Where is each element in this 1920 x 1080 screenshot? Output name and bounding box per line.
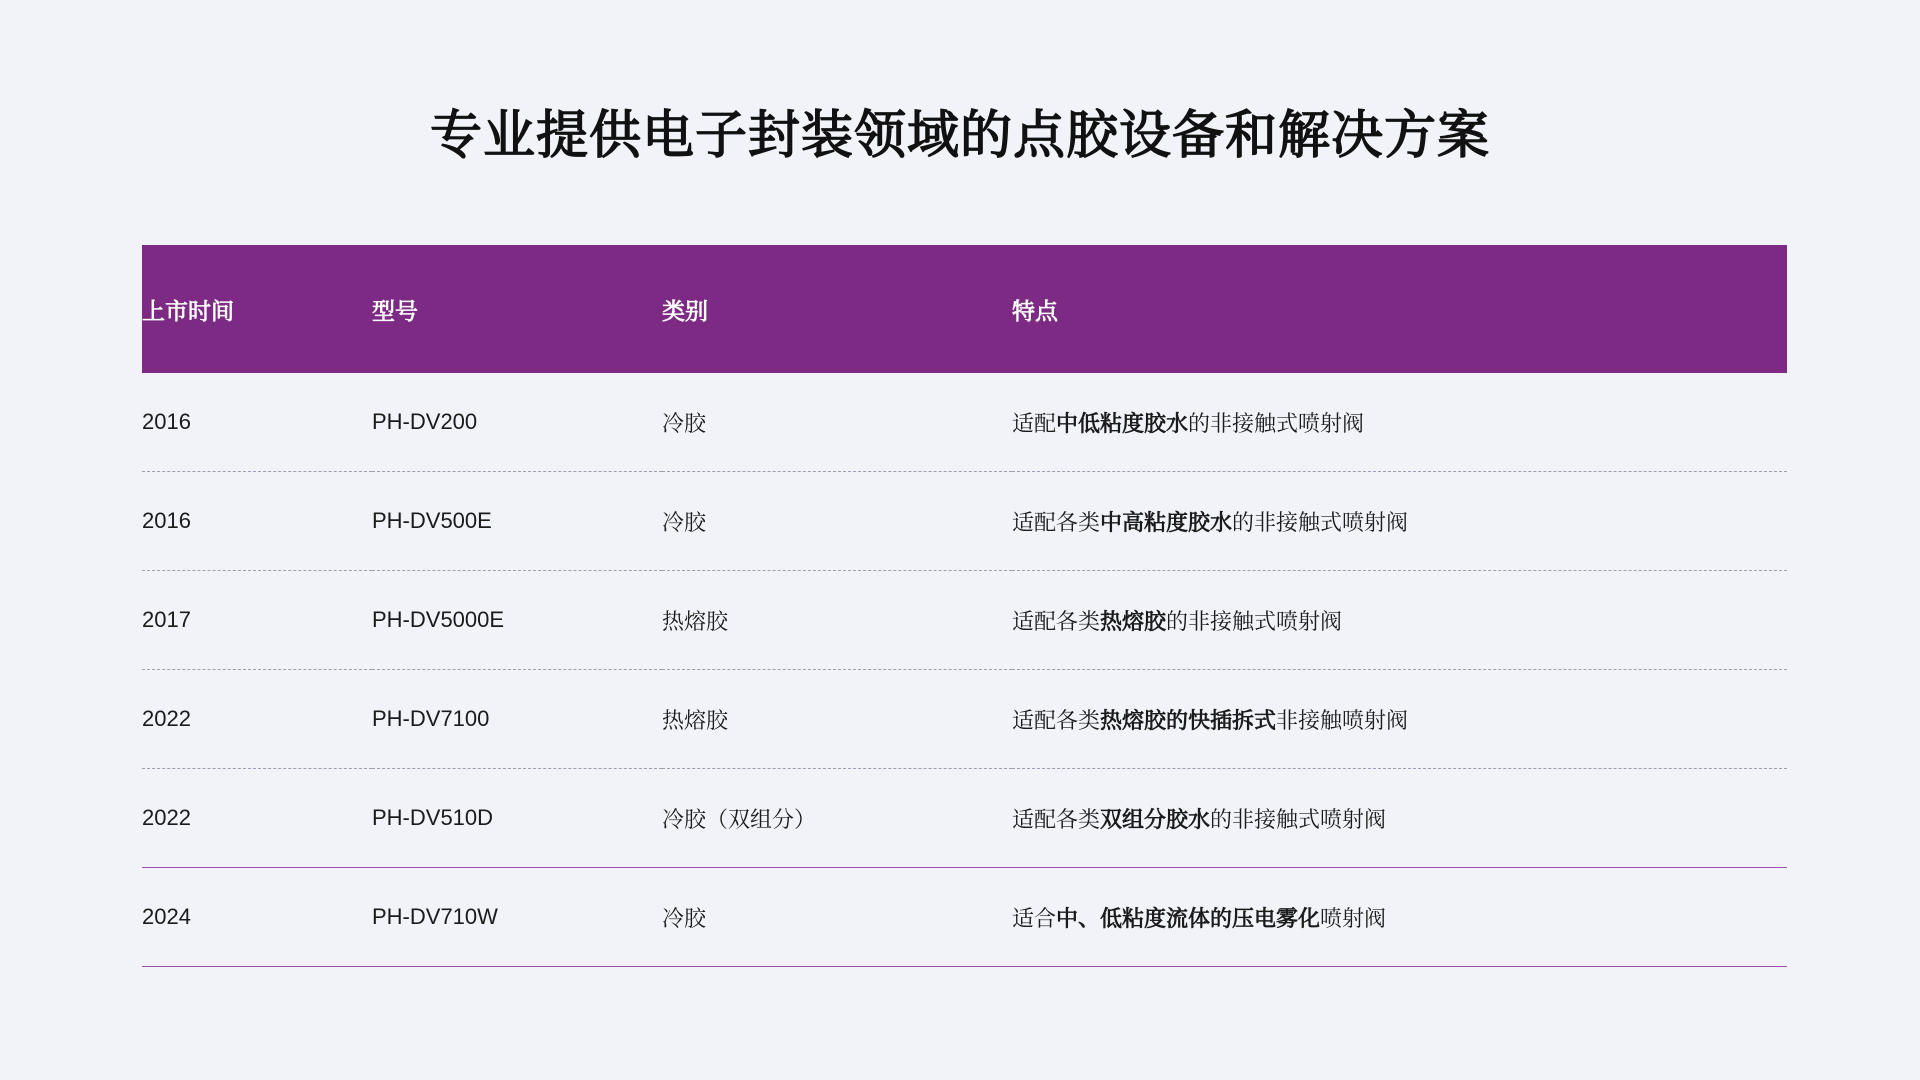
cell-model: PH-DV200 [372, 373, 662, 472]
cell-model: PH-DV500E [372, 472, 662, 571]
cell-feature: 适配中低粘度胶水的非接触式喷射阀 [1012, 373, 1787, 472]
cell-category: 热熔胶 [662, 571, 1012, 670]
column-header-launch-year: 上市时间 [142, 245, 372, 373]
spec-table-container [142, 245, 1787, 967]
cell-launch-year: 2016 [142, 472, 372, 571]
table-row [142, 769, 1787, 868]
cell-model: PH-DV510D [372, 769, 662, 868]
table-row [142, 373, 1787, 472]
cell-launch-year: 2022 [142, 670, 372, 769]
column-header-feature: 特点 [1012, 245, 1787, 373]
cell-category: 冷胶 [662, 868, 1012, 967]
cell-feature: 适配各类双组分胶水的非接触式喷射阀 [1012, 769, 1787, 868]
cell-launch-year: 2024 [142, 868, 372, 967]
cell-model: PH-DV7100 [372, 670, 662, 769]
cell-category: 冷胶 [662, 373, 1012, 472]
table-row [142, 868, 1787, 967]
table-row [142, 670, 1787, 769]
cell-launch-year: 2022 [142, 769, 372, 868]
cell-model: PH-DV710W [372, 868, 662, 967]
cell-feature: 适合中、低粘度流体的压电雾化喷射阀 [1012, 868, 1787, 967]
cell-category: 冷胶（双组分） [662, 769, 1012, 868]
cell-category: 热熔胶 [662, 670, 1012, 769]
cell-model: PH-DV5000E [372, 571, 662, 670]
cell-feature: 适配各类热熔胶的快插拆式非接触喷射阀 [1012, 670, 1787, 769]
spec-table [142, 245, 1787, 967]
column-header-model: 型号 [372, 245, 662, 373]
table-row [142, 571, 1787, 670]
page-title: 专业提供电子封装领域的点胶设备和解决方案 [429, 107, 1490, 165]
column-header-category: 类别 [662, 245, 1012, 373]
table-body [142, 373, 1787, 967]
cell-feature: 适配各类热熔胶的非接触式喷射阀 [1012, 571, 1787, 670]
table-header-row [142, 245, 1787, 373]
table-header [142, 245, 1787, 373]
cell-launch-year: 2016 [142, 373, 372, 472]
table-row [142, 472, 1787, 571]
cell-feature: 适配各类中高粘度胶水的非接触式喷射阀 [1012, 472, 1787, 571]
cell-launch-year: 2017 [142, 571, 372, 670]
cell-category: 冷胶 [662, 472, 1012, 571]
